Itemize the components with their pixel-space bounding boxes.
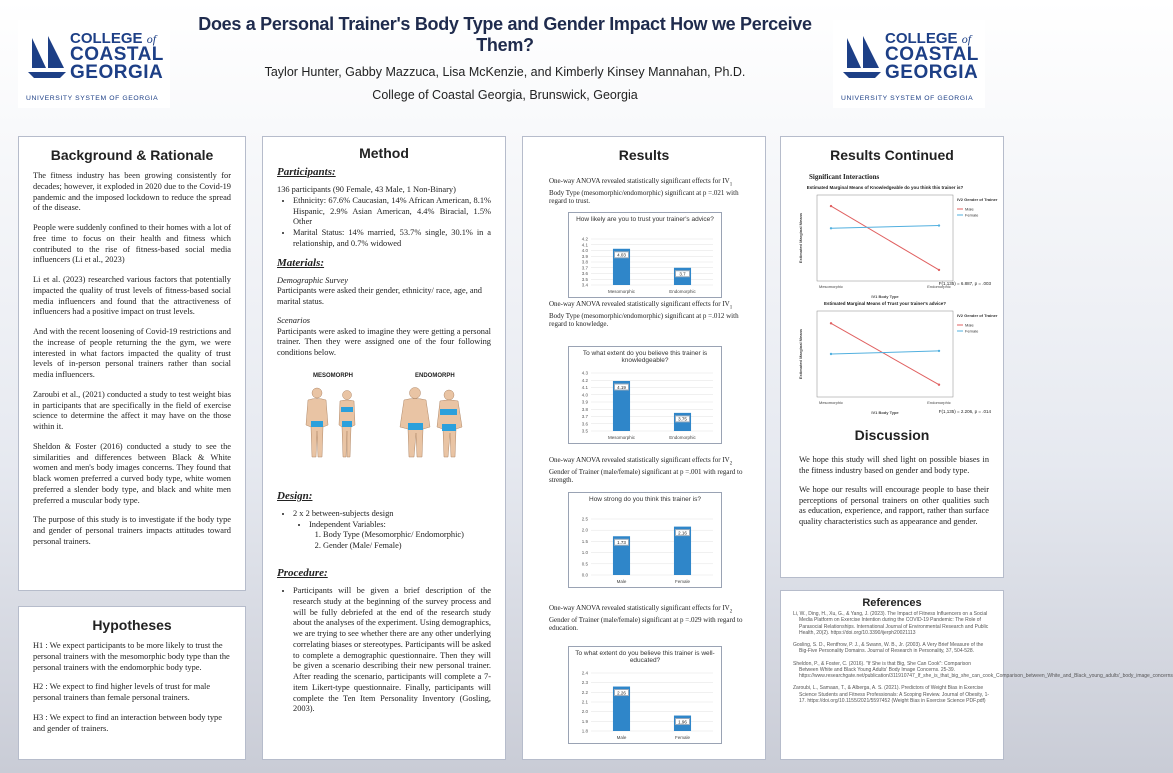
data-label: 3.75 xyxy=(678,416,687,422)
y-tick-label: 4.0 xyxy=(581,248,588,253)
x-tick-label: Female xyxy=(674,735,691,740)
data-point xyxy=(938,224,940,226)
reference-item: Sheldon, P., & Foster, C. (2016). "If She is that Big, She Can Cook": Comparison Between White and Black Young Adults' Body Image Concerns. 25-39. https://www.researchgate.net/publication/311910747_If_she_is_that_big_she_can_cook_Comparison_between_White_and_Black_young_adults'_body_image_concerns xyxy=(793,660,1173,679)
scenarios-heading: Scenarios xyxy=(277,315,311,325)
series-line xyxy=(831,206,939,270)
chart-title: Estimated Marginal Means of Trust your trainer's advice? xyxy=(823,301,947,306)
materials-heading: Materials: xyxy=(277,256,325,269)
section-heading: Discussion xyxy=(854,427,930,443)
body-type-figure xyxy=(277,369,491,469)
stat-text: F(1,135) = 6.887, p = .003 xyxy=(938,281,991,286)
poster-title: Does a Personal Trainer's Body Type and Gender Impact How we Perceive Them? xyxy=(198,14,812,55)
y-tick-label: 4.0 xyxy=(581,392,588,398)
results-continued-panel xyxy=(780,136,1004,578)
interaction-line-chart xyxy=(793,297,998,417)
survey-text: Participants were asked their gender, ethnicity/ race, age, and marital status. xyxy=(277,286,482,307)
paragraph: Li et al. (2023) researched various factors that potentially impacted the quality of trust levels of fitness-based social media influencers and found that the attractiveness of influencers had a positive impact on trust levels. xyxy=(33,275,231,317)
legend-label: Female xyxy=(965,212,979,218)
paragraph: We hope our results will encourage people to base their perceptions of personal trainers on other qualities such as education, experience, and rapport, rather than surface quality characteristics such as appearance and gender. xyxy=(799,485,989,527)
series-line xyxy=(831,226,939,229)
y-tick-label: 2.1 xyxy=(581,699,588,705)
hypothesis: H3 : We expect to find an interaction between body type and gender of trainers. xyxy=(33,712,222,733)
paragraph: People were suddenly confined to their homes with a lot of free time to focus on their health and fitness which contributed to the rise of fitness-based social media influencers (Li et al., 2023) xyxy=(33,223,231,265)
y-tick-label: 4.3 xyxy=(581,370,588,376)
data-label: 1.73 xyxy=(617,540,626,546)
bar-chart-knowledge xyxy=(568,346,722,444)
section-heading: Results xyxy=(618,147,670,163)
paragraph: Zaroubi et al., (2021) conducted a study to test weight bias in participants that are specifically in the field of exercise science to determine the affect it may have on the those within it. xyxy=(33,389,231,431)
data-point xyxy=(938,269,940,271)
data-point xyxy=(830,205,832,207)
section-heading: References xyxy=(862,597,922,609)
data-point xyxy=(830,353,832,355)
chart-title: To what extent do you believe this trainer is well-educated? xyxy=(575,650,715,665)
bar-chart-svg xyxy=(569,347,721,443)
result-text: One-way ANOVA revealed statistically significant effects for $IV_2$ Gender of Trainer (male/female) significant at p =.029 with regard to education. xyxy=(549,604,743,633)
reference-item: Gosling, S. D., Rentfrow, P. J., & Swann, W. B., Jr. (2003). A Very Brief Measure of the Big-Five Personality Domains. Journal of Research in Personality, 37, 504-528. xyxy=(793,642,984,655)
participants-heading: Participants: xyxy=(277,166,336,178)
list-item: • Independent Variables: 1. Body Type (Mesomorphic/ Endomorphic) 2. Gender (Male/ Female) xyxy=(309,520,491,552)
paragraph: And with the recent loosening of Covid-19 restrictions and the increase of people returning the the gym, we were interested in what factors impacted the quality of trust levels of in-person personal trainers rather than social media influencers. xyxy=(33,327,231,379)
y-tick-label: 0.0 xyxy=(581,572,588,578)
data-label: 1.96 xyxy=(678,719,687,725)
authors: Taylor Hunter, Gabby Mazzuca, Lisa McKenzie, and Kimberly Kinsey Mannahan, Ph.D. xyxy=(264,65,746,79)
data-label: 3.7 xyxy=(679,271,686,277)
y-tick-label: 4.2 xyxy=(581,236,588,242)
y-tick-label: 2.3 xyxy=(581,680,588,686)
college-logo: COLLEGE of COASTAL GEORGIA UNIVERSITY SYSTEM OF GEORGIA xyxy=(833,20,985,108)
college-logo: COLLEGE of COASTAL GEORGIA UNIVERSITY SYSTEM OF GEORGIA xyxy=(18,20,170,108)
legend-label: Male xyxy=(965,206,974,212)
y-tick-label: 0.5 xyxy=(581,561,588,567)
paragraph: The fitness industry has been growing consistently for decades; however, it exploded in 2020 due to the Covid-19 pandemic and the imposed lockdown to reduce the spread of the disease. xyxy=(33,171,231,213)
result-text: One-way ANOVA revealed statistically significant effects for $IV_1$ Body Type (mesomorphic/endomorphic) significant at p =.021 with regard to trust. xyxy=(549,177,739,206)
x-tick-label: Mesomorphic xyxy=(818,400,844,405)
x-tick-label: Mesomorphic xyxy=(607,289,636,294)
y-tick-label: 4.1 xyxy=(581,242,588,248)
result-text: One-way ANOVA revealed statistically significant effects for $IV_1$ Body Type (mesomorphic/endomorphic) significant at p =.012 with regard to knowledge. xyxy=(549,300,739,329)
y-tick-label: 3.6 xyxy=(581,271,588,276)
list-item: 1. Body Type (Mesomorphic/ Endomorphic) xyxy=(323,530,491,541)
method-panel xyxy=(262,136,506,760)
data-point xyxy=(938,350,940,352)
figure-label: ENDOMORPH xyxy=(415,372,455,379)
y-tick-label: 3.8 xyxy=(581,406,588,412)
x-axis-label: IV1 Body Type xyxy=(871,294,899,299)
list-item: • Marital Status: 14% married, 53.7% single, 30.1% in a relationship, and 0.7% widowed xyxy=(293,228,491,250)
legend-label: Male xyxy=(965,322,974,328)
y-tick-label: 3.9 xyxy=(581,399,588,405)
y-tick-label: 3.5 xyxy=(581,276,588,282)
reference-item: Li, W., Ding, H., Xu, G., & Yang, J. (2023). The Impact of Fitness Influencers on a Social Media Platform on Exercise Intention during the COVID-19 Pandemic: The Role of Parasocial Relationships. International Journal of Environmental Research and Public Health, 20(2). https://doi.org/10.3390/ijerph20021113 xyxy=(793,611,989,636)
y-tick-label: 2.0 xyxy=(581,709,588,715)
x-tick-label: Endomorphic xyxy=(927,284,951,289)
y-tick-label: 2.4 xyxy=(581,670,588,676)
y-tick-label: 2.0 xyxy=(581,527,588,533)
hypothesis: H1 : We expect participants to be more likely to trust the personal trainers with the mesomorphic body type than the personal trainers with the endomorphic body type. xyxy=(33,641,230,672)
y-tick-label: 2.5 xyxy=(581,516,588,522)
y-tick-label: 3.7 xyxy=(581,265,588,271)
section-heading: Results Continued xyxy=(830,147,954,163)
section-heading: Background & Rationale xyxy=(50,147,214,163)
legend-title: IV2 Gender of Trainer xyxy=(957,313,998,318)
bar-chart-trust xyxy=(568,212,722,298)
stat-text: F(1,135) = 2.206, p = .014 xyxy=(938,409,991,414)
body-figures-illustration xyxy=(277,369,493,469)
background-panel xyxy=(18,136,246,591)
paragraph: Sheldon & Foster (2016) conducted a study to see the similarities and differences between Black & White women and men's body images concerns. They found that black women preferred a curved body type, white women preferred a slender body type, and black and white men preferred a muscular body type. xyxy=(33,441,231,505)
data-point xyxy=(830,227,832,229)
bar-chart-svg xyxy=(569,493,721,587)
survey-heading: Demographic Survey xyxy=(277,275,348,285)
bar-chart-strength xyxy=(568,492,722,588)
y-tick-label: 2.2 xyxy=(581,689,588,695)
poster-header xyxy=(180,14,830,102)
x-tick-label: Endomorphic xyxy=(669,435,696,440)
scenarios-text: Participants were asked to imagine they were getting a personal trainer. Then they were assigned one of the four following conditions below. xyxy=(277,326,491,358)
y-tick-label: 4.2 xyxy=(581,377,588,383)
paragraph: We hope this study will shed light on possible biases in the fitness industry based on gender and body type. xyxy=(799,455,989,475)
x-tick-label: Mesomorphic xyxy=(607,435,636,440)
paragraph: The purpose of this study is to investigate if the body type and gender of personal trainers impacts attitudes toward personal trainers. xyxy=(33,515,231,546)
design-heading: Design: xyxy=(277,489,313,502)
x-axis-label: IV1 Body Type xyxy=(871,410,899,415)
figure-label: MESOMORPH xyxy=(313,372,354,379)
hypotheses-panel xyxy=(18,606,246,760)
chart-title: To what extent do you believe this trainer is knowledgeable? xyxy=(582,350,708,365)
y-tick-label: 3.5 xyxy=(581,428,588,434)
list-item: • Ethnicity: 67.6% Caucasian, 14% African American, 8.1% Hispanic, 2.9% Asian American, 4.4% Biracial, 1.5% Other xyxy=(293,196,491,228)
data-label: 2.26 xyxy=(617,690,626,696)
x-tick-label: Male xyxy=(616,735,627,740)
y-axis-label: Estimated Marginal Means xyxy=(798,212,803,264)
bar-chart-svg xyxy=(569,213,721,297)
y-tick-label: 1.5 xyxy=(581,538,588,544)
x-tick-label: Male xyxy=(616,579,627,584)
ship-sail-icon xyxy=(841,34,883,84)
y-tick-label: 1.0 xyxy=(581,550,588,556)
ship-sail-icon xyxy=(26,34,68,84)
legend-title: IV2 Gender of Trainer xyxy=(957,197,998,202)
y-axis-label: Estimated Marginal Means xyxy=(798,328,803,380)
x-tick-label: Endomorphic xyxy=(927,400,951,405)
data-label: 4.03 xyxy=(617,252,626,258)
y-tick-label: 4.1 xyxy=(581,385,588,390)
data-point xyxy=(938,384,940,386)
x-tick-label: Mesomorphic xyxy=(818,284,844,289)
chart-title: How likely are you to trust your trainer's advice? xyxy=(576,216,714,223)
y-tick-label: 3.9 xyxy=(581,253,588,259)
data-label: 2.16 xyxy=(678,530,687,536)
y-tick-label: 1.8 xyxy=(581,728,588,734)
bar-chart-education xyxy=(568,646,722,744)
x-tick-label: Endomorphic xyxy=(669,289,696,294)
list-item: 2. Gender (Male/ Female) xyxy=(323,541,491,552)
bar-chart-svg xyxy=(569,647,721,743)
data-point xyxy=(830,322,832,324)
y-tick-label: 3.4 xyxy=(581,282,588,288)
chart-title: How strong do you think this trainer is? xyxy=(589,496,701,503)
list-item: • 2 x 2 between-subjects design • Independent Variables: 1. Body Type (Mesomorphic/ Endomorphic) 2. Gender (Male/ Female) xyxy=(293,509,491,552)
affiliation: College of Coastal Georgia, Brunswick, Georgia xyxy=(372,88,638,102)
list-item: • Participants will be given a brief description of the research study at the beginning of the survey process and will be fully debriefed at the end of the research study about the analyses of the experiment. Using demographics, we are trying to see whether there are any other underlying correlating biases or stereotypes. Participants will be asked to complete a demographic questionnaire. Then they will be given a scenario describing their new personal trainer. After reading the scenario, participants will complete a 7- item Likert-type questionnaire. Finally, participants will complete the Ten Item Personality Inventory (Gosling, 2003). xyxy=(293,586,491,715)
subheading: Significant Interactions xyxy=(809,173,880,181)
reference-item: Zaroubi, L., Samaan, T., & Alberga, A. S. (2021). Predictors of Weight Bias in Exercise Science Students and Fitness Professionals: A Scoping Review. Journal of Obesity, 1-17. https://doi.org/10.1155/2021/5597452 (Weight Bias in Exercise Science PDF.pdf) xyxy=(793,685,990,704)
legend-label: Female xyxy=(965,328,979,334)
section-heading: Method xyxy=(359,145,409,161)
chart-title: Estimated Marginal Means of Knowledgeable do you think this trainer is? xyxy=(806,185,964,190)
participants-summary: 136 participants (90 Female, 43 Male, 1 Non-Binary) xyxy=(277,185,456,195)
y-tick-label: 3.7 xyxy=(581,414,588,419)
section-heading: Hypotheses xyxy=(92,617,172,633)
y-tick-label: 1.9 xyxy=(581,718,588,724)
data-label: 4.19 xyxy=(617,384,626,390)
references-panel xyxy=(780,590,1173,760)
procedure-heading: Procedure: xyxy=(277,566,328,579)
y-tick-label: 3.8 xyxy=(581,259,588,265)
hypothesis: H2 : We expect to find higher levels of trust for male personal trainers than female personal trainers. xyxy=(33,682,211,702)
y-tick-label: 3.6 xyxy=(581,421,588,427)
x-tick-label: Female xyxy=(674,579,691,584)
result-text: One-way ANOVA revealed statistically significant effects for $IV_2$ Gender of Trainer (male/female) significant at p =.001 with regard to strength. xyxy=(549,456,743,485)
